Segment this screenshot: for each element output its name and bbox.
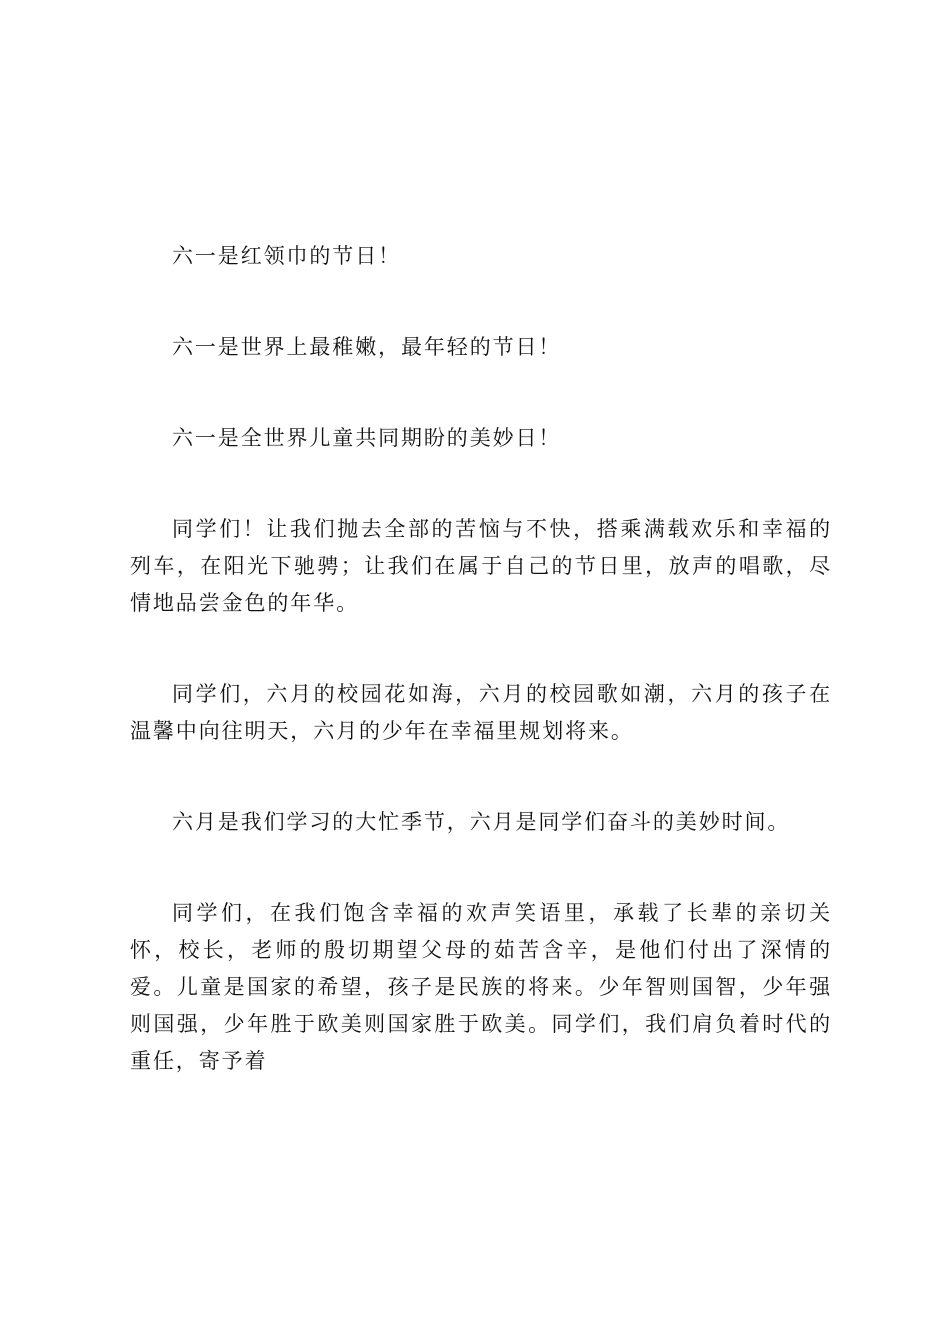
paragraph-3: 六一是全世界儿童共同期盼的美妙日！ <box>172 426 562 450</box>
paragraph-7: 同学们，在我们饱含幸福的欢声笑语里，承载了长辈的亲切关怀，校长，老师的殷切期望父母的茹苦含辛，是他们付出了深情的爱。儿童是国家的希望，孩子是民族的将来。少年智则国智，少年强则国强，少年胜于欧美则国家胜于欧美。同学们，我们肩负着时代的重任，寄予着 <box>130 901 832 1073</box>
paragraph-4: 同学们！让我们抛去全部的苦恼与不快，搭乘满载欢乐和幸福的列车，在阳光下驰骋；让我们在属于自己的节日里，放声的唱歌，尽情地品尝金色的年华。 <box>130 517 832 615</box>
paragraph-1: 六一是红领巾的节日！ <box>172 244 401 268</box>
paragraph-5: 同学们，六月的校园花如海，六月的校园歌如潮，六月的孩子在温馨中向往明天，六月的少年在幸福里规划将来。 <box>130 682 832 743</box>
paragraph-6: 六月是我们学习的大忙季节，六月是同学们奋斗的美妙时间。 <box>172 810 791 834</box>
paragraph-2: 六一是世界上最稚嫩，最年轻的节日！ <box>172 335 562 359</box>
document-body <box>130 238 832 1080</box>
